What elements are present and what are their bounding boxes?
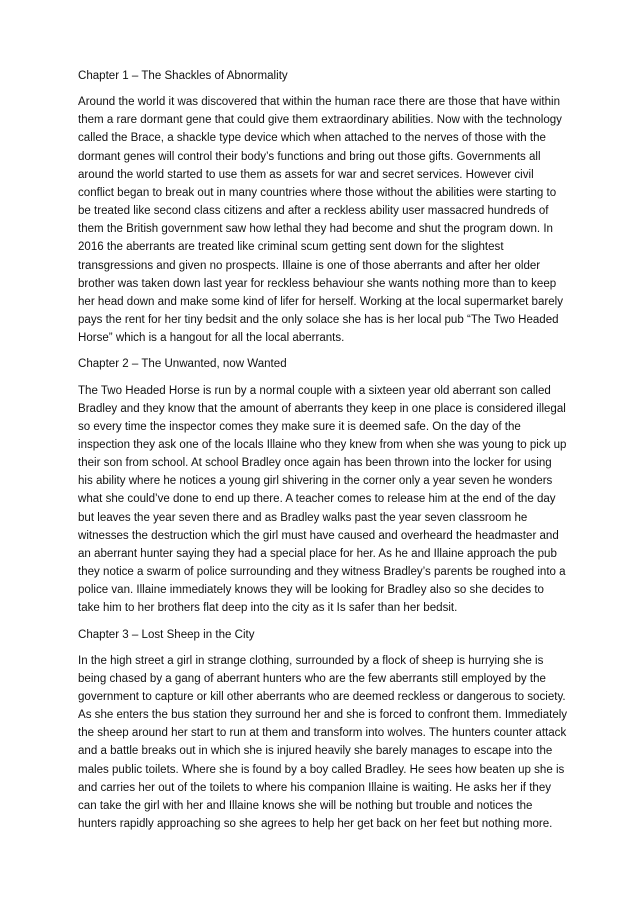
chapter-2-body: The Two Headed Horse is run by a normal couple with a sixteen year old aberrant son called Bradley and they know that the amount of aberrants they keep in one place is considered illegal so every time the inspector comes they make sure it is deemed safe. On the day of the inspection they ask one of the locals Illaine who they knew from when she was young to pick up their son from school. At school Bradley once again has been thrown into the locker for using his ability where he notices a young girl shivering in the corner only a year seven he wonders what she could’ve done to end up there. A teacher comes to release him at the end of the day but leaves the year seven there and as Bradley walks past the year seven classroom he witnesses the destruction which the girl must have caused and overheard the headmaster and an aberrant hunter saying they had a special place for her. As he and Illaine approach the pub they notice a swarm of police surrounding and they witness Bradley’s parents be roughed into a police van. Illaine immediately knows they will be looking for Bradley also so she decides to take him to her brothers flat deep into the city as it Is safer than her bedsit. (78, 384, 567, 615)
document-page (78, 67, 568, 841)
chapter-2-title: Chapter 2 – The Unwanted, now Wanted (78, 358, 287, 371)
chapter-3-body: In the high street a girl in strange clothing, surrounded by a flock of sheep is hurrying she is being chased by a gang of aberrant hunters who are the few aberrants still employed by the government to capture or kill other aberrants who are deemed reckless or dangerous to society. As she enters the bus station they surround her and she is forced to confront them. Immediately the sheep around her start to run at them and transform into wolves. The hunters counter attack and a battle breaks out in which she is injured heavily she barely manages to escape into the males public toilets. Where she is found by a boy called Bradley. He sees how beaten up she is and carries her out of the toilets to where his companion Illaine is waiting. He asks her if they can take the girl with her and Illaine knows she will be nothing but trouble and notices the hunters rapidly approaching so she agrees to help her get back on her feet but nothing more. (78, 654, 568, 831)
chapter-1-body: Around the world it was discovered that within the human race there are those that have within them a rare dormant gene that could give them extraordinary abilities. Now with the technology called the Brace, a shackle type device which when attached to the nerves of those with the dormant genes will control their body’s functions and bring out those gifts. Governments all around the world started to use them as assets for war and secret services. However civil conflict began to break out in many countries where those without the abilities were starting to be treated like second class citizens and after a reckless ability user massacred hundreds of them the British government saw how lethal they had become and shut the program down. In 2016 the aberrants are treated like criminal scum getting sent down for the slightest transgressions and given no prospects. Illaine is one of those aberrants and after her older brother was taken down last year for reckless behaviour she wants nothing more than to keep her head down and make some kind of lifer for herself. Working at the local supermarket barely pays the rent for her tiny bedsit and the only solace she has is her local pub “The Two Headed Horse” which is a hangout for all the local aberrants. (78, 96, 563, 345)
chapter-3-title: Chapter 3 – Lost Sheep in the City (78, 628, 255, 641)
chapter-1-title: Chapter 1 – The Shackles of Abnormality (78, 70, 288, 82)
